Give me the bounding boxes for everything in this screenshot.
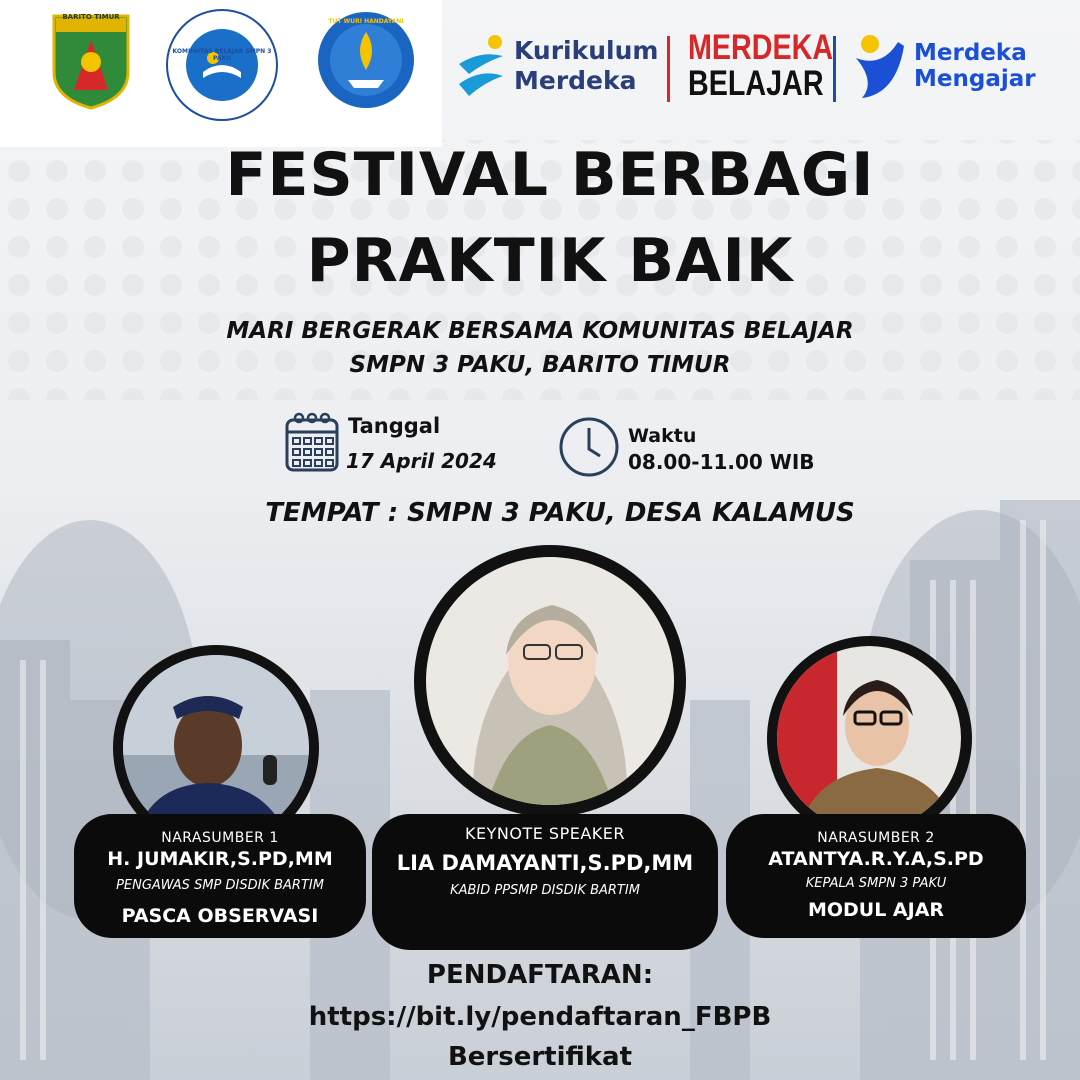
speaker1-card (74, 814, 366, 938)
speaker1-topic: PASCA OBSERVASI (121, 905, 319, 927)
time-label: Waktu (628, 425, 697, 447)
calendar-icon (284, 412, 340, 474)
speaker2-photo (767, 636, 972, 841)
event-title-line2: PRAKTIK BAIK (306, 226, 794, 296)
keynote-role: KEYNOTE SPEAKER (465, 824, 625, 843)
regency-badge-text: BARITO TIMUR (62, 13, 120, 21)
speaker1-name: H. JUMAKIR,S.PD,MM (107, 848, 333, 870)
keynote-speaker-photo (414, 545, 686, 817)
registration-label: PENDAFTARAN: (426, 960, 654, 990)
speaker2-role: NARASUMBER 2 (817, 830, 935, 846)
certificate-note: Bersertifikat (447, 1042, 633, 1072)
tutwuri-badge-text: TUT WURI HANDAYANI (328, 18, 404, 25)
speaker1-role: NARASUMBER 1 (161, 830, 279, 846)
regency-shield-logo (50, 12, 132, 110)
subtitle-line2: SMPN 3 PAKU, BARITO TIMUR (349, 352, 731, 378)
community-logo (165, 8, 280, 123)
merdeka-mengajar-icon (852, 32, 908, 102)
clock-icon (558, 416, 620, 478)
time-value: 08.00-11.00 WIB (628, 450, 815, 474)
keynote-name: LIA DAMAYANTI,S.PD,MM (396, 851, 694, 875)
logo-divider (833, 36, 836, 102)
merdeka-belajar-line1: MERDEKA (688, 28, 834, 67)
merdeka-belajar-logo (688, 30, 833, 102)
keynote-position: KABID PPSMP DISDIK BARTIM (450, 883, 640, 898)
speaker2-topic: MODUL AJAR (807, 899, 945, 921)
kurikulum-line2: Merdeka (514, 66, 637, 95)
tutwuri-logo (316, 10, 416, 110)
speaker2-position: KEPALA SMPN 3 PAKU (805, 876, 947, 891)
speaker2-card (726, 814, 1026, 938)
mengajar-line2: Mengajar (914, 66, 1036, 92)
speaker2-name: ATANTYA.R.Y.A,S.PD (768, 848, 984, 870)
kurikulum-line1: Kurikulum (514, 36, 659, 65)
venue-text: TEMPAT : SMPN 3 PAKU, DESA KALAMUS (265, 498, 855, 528)
date-value: 17 April 2024 (346, 449, 497, 473)
mengajar-line1: Merdeka (914, 40, 1027, 66)
logo-divider (667, 36, 670, 102)
speaker1-position: PENGAWAS SMP DISDIK BARTIM (116, 878, 324, 893)
subtitle-line1: MARI BERGERAK BERSAMA KOMUNITAS BELAJAR (226, 318, 854, 344)
merdeka-mengajar-logo (914, 40, 1036, 92)
event-title-line1: FESTIVAL BERBAGI (225, 140, 875, 210)
kurikulum-merdeka-icon (455, 34, 507, 100)
merdeka-belajar-line2: BELAJAR (688, 64, 824, 103)
kurikulum-merdeka-logo (514, 36, 658, 96)
date-label: Tanggal (348, 414, 441, 438)
community-badge-text: KOMUNITAS BELAJAR SMPN 3 PAKU (172, 48, 272, 62)
registration-link[interactable]: https://bit.ly/pendaftaran_FBPB (308, 1002, 772, 1032)
keynote-card (372, 814, 718, 950)
